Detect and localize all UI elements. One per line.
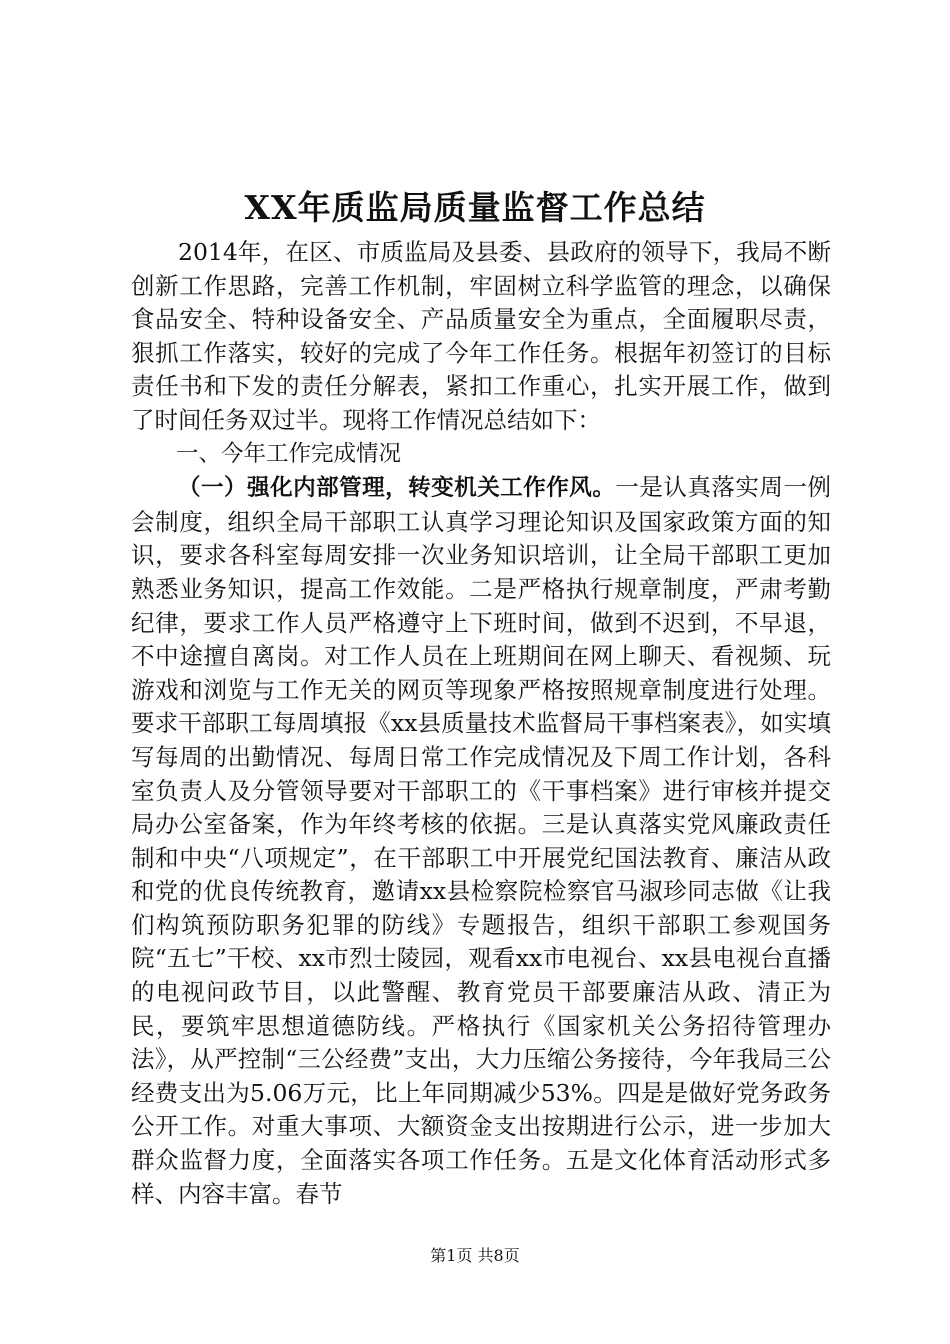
subsection-paragraph <box>131 471 831 1211</box>
document-title: XX年质监局质量监督工作总结 <box>244 188 706 227</box>
section-heading: 一、今年工作完成情况 <box>176 440 402 467</box>
page-indicator: 第1页 共8页 <box>430 1246 520 1265</box>
intro-paragraph: 2014年，在区、市质监局及县委、县政府的领导下，我局不断创新工作思路，完善工作机制，牢固树立科学监管的理念，以确保食品安全、特种设备安全、产品质量安全为重点，全面履职尽责，狠抓工作落实，较好的完成了今年工作任务。根据年初签订的目标责任书和下发的责任分解表，紧扣工作重心，扎实开展工作，做到了时间任务双过半。现将工作情况总结如下： <box>131 238 831 434</box>
document-body <box>131 236 831 1211</box>
subsection-text: 一是认真落实周一例会制度，组织全局干部职工认真学习理论知识及国家政策方面的知识，要求各科室每周安排一次业务知识培训，让全局干部职工更加熟悉业务知识，提高工作效能。二是严格执行规章制度，严肃考勤纪律，要求工作人员严格遵守上下班时间，做到不迟到，不早退，不中途擅自离岗。对工作人员在上班期间在网上聊天、看视频、玩游戏和浏览与工作无关的网页等现象严格按照规章制度进行处理。要求干部职工每周填报《xx县质量技术监督局干事档案表》，如实填写每周的出勤情况、每周日常工作完成情况及下周工作计划，各科室负责人及分管领导要对干部职工的《干事档案》进行审核并提交局办公室备案，作为年终考核的依据。三是认真落实党风廉政责任制和中央“八项规定”，在干部职工中开展党纪国法教育、廉洁从政和党的优良传统教育，邀请xx县检察院检察官马淑珍同志做《让我们构筑预防职务犯罪的防线》专题报告，组织干部职工参观国务院“五七”干校、xx市烈士陵园，观看xx市电视台、xx县电视台直播的电视问政节目，以此警醒、教育党员干部要廉洁从政、清正为民，要筑牢思想道德防线。严格执行《国家机关公务招待管理办法》，从严控制“三公经费”支出，大力压缩公务接待，今年我局三公经费支出为5.06万元，比上年同期减少53%。四是是做好党务政务公开工作。对重大事项、大额资金支出按期进行公示，进一步加大群众监督力度，全面落实各项工作任务。五是文化体育活动形式多样、内容丰富。春节 <box>131 473 831 1208</box>
subsection-heading: （一）强化内部管理，转变机关工作作风。 <box>178 475 616 502</box>
